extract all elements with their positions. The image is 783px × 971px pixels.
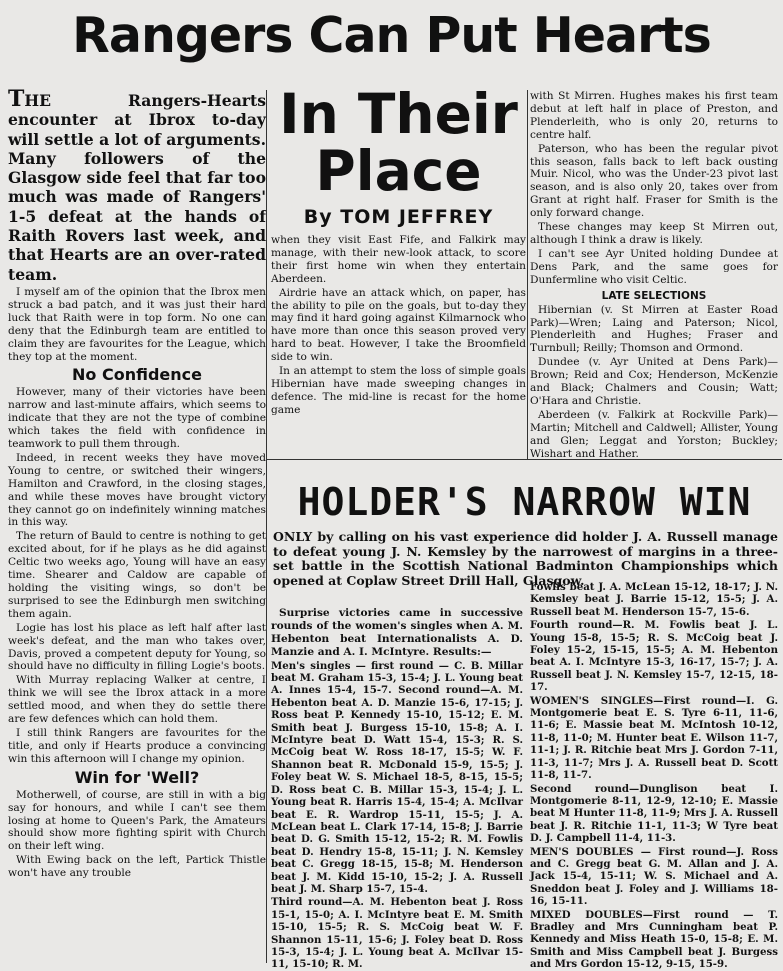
results-entry: MIXED DOUBLES—First round — T. Bradley and Mrs Cunningham beat P. Kennedy and Miss Heath 15-0, 15-8; E. M. Smith and Miss Campbell beat J. Burgess and Mrs Gordon 15-12, 9-15, 15-9. [530,908,778,971]
results-entry: Second round—Dunglison beat I. Montgomerie 8-11, 12-9, 12-10; E. Massie beat M Hunter 11-8, 11-9; Mrs J. A. Russell beat J. R. Ritchie 11-1, 11-3; W Tyre beat D. J. Campbell 11-4, 11-3. [530,782,778,845]
box-headline: HOLDER'S NARROW WIN [297,480,752,524]
paragraph: However, many of their victories have been narrow and last-minute affairs, which seems to indicate that they are not the type of combine which takes the field with confidence in teamwork to pull them through. [8,386,266,451]
column-2 [271,82,526,458]
selection-entry: Dundee (v. Ayr United at Dens Park)—Brown; Reid and Cox; Henderson, McKenzie and Black; Chalmers and Cousin; Watt; O'Hara and Christie. [530,356,778,407]
badminton-article-box [266,459,782,971]
selection-entry: Hibernian (v. St Mirren at Easter Road Park)—Wren; Laing and Paterson; Nicol, Plenderleith and Hughes; Fraser and Turnbull; Reilly; Thomson and Ormond. [530,303,778,355]
column-divider [527,90,528,460]
paragraph: I can't see Ayr United holding Dundee at Dens Park, and the same goes for Dunfermline who visit Celtic. [530,247,778,286]
paragraph: Indeed, in recent weeks they have moved Young to centre, or switched their wingers, Hamilton and Crawford, in the closing stages, and while these moves have brought victory they cannot go on indefinitely winning matches in this way. [8,451,266,529]
paragraph: Logie has lost his place as left half after last week's defeat, and the man who takes over, Davis, proved a competent deputy for Young, so should have no difficulty in filling Logie's boots. [8,621,266,673]
paragraph: With Murray replacing Walker at centre, I think we will see the Ibrox attack in a more settled mood, and when they do settle there are few defences which can hold them. [8,674,266,726]
column-divider [266,90,267,460]
paragraph: Paterson, who has been the regular pivot this season, falls back to left back ousting Muir. Nicol, who was the Under-23 pivot last season, and is also only 20, takes over from Grant at right half. Fraser for Smith is the only forward change. [530,142,778,220]
late-selections-heading: LATE SELECTIONS [601,289,707,302]
subheading-win-for-well: Win for 'Well? [74,767,200,787]
results-column-left [271,607,523,971]
box-lead-paragraph: ONLY by calling on his vast experience did holder J. A. Russell manage to defeat young J. N. Kemsley by the narrowest of margins in a three-set battle in the Scottish National Badminton Championships which opened at Coplaw Street Drill Hall, Glasgow. [273,529,778,588]
paragraph: With Ewing back on the left, Partick Thistle won't have any trouble [8,854,266,880]
column-1 [8,86,266,962]
results-entry: Fowlis beat J. A. McLean 15-12, 18-17; J. N. Kemsley beat J. Barrie 15-12, 15-5; J. A. Russell beat M. Henderson 15-7, 15-6. [530,581,778,618]
results-entry: Third round—A. M. Hebenton beat J. Ross 15-1, 15-0; A. I. McIntyre beat E. M. Smith 15-10, 15-5; R. S. McCoig beat W. F. Shannon 15-11, 15-6; J. Foley beat D. Ross 15-3, 15-4; J. L. Young beat A. McIlvar 15-11, 15-10; R. M. [271,896,523,971]
paragraph: when they visit East Fife, and Falkirk may manage, with their new-look attack, to score their first home win when they entertain Aberdeen. [271,234,526,285]
paragraph: Airdrie have an attack which, on paper, has the ability to pile on the goals, but to-day they may find it hard going against Kilmarnock who have more than once this season proved very hard to beat. However, I take the Broomfield side to win. [271,286,526,364]
column-3 [530,90,778,458]
results-entry: MEN'S DOUBLES — First round—J. Ross and C. Gregg beat G. M. Allan and J. A. Jack 15-4, 15-11; W. S. Michael and A. Sneddon beat J. Foley and J. Williams 18-16, 15-11. [530,845,778,908]
results-entry: Fourth round—R. M. Fowlis beat J. L. Young 15-8, 15-5; R. S. McCoig beat J. Foley 15-2, 15-15, 15-5; A. M. Hebenton beat A. I. McIntyre 15-3, 16-17, 15-7; J. A. Russell beat J. N. Kemsley 15-7, 12-15, 18-17. [530,619,778,694]
paragraph: These changes may keep St Mirren out, although I think a draw is likely. [530,221,778,246]
byline: By TOM JEFFREY [303,206,494,228]
paragraph: Surprise victories came in successive rounds of the women's singles when A. M. Hebenton beat Internationalists A. D. Manzie and A. I. McIntyre. Results:— [271,607,523,658]
paragraph: The return of Bauld to centre is nothing to get excited about, for if he plays as he did against Celtic two weeks ago, Young will have an easy time. Shearer and Caldow are capable of holding the visiting wings, so don't be surprised to see the Edinburgh men switching them again. [8,530,266,620]
results-column-right [530,581,778,971]
subheading-no-confidence: No Confidence [72,365,202,385]
results-entry: Men's singles — first round — C. B. Millar beat M. Graham 15-3, 15-4; J. L. Young beat A. Innes 15-4, 15-7. Second round—A. M. Hebenton beat A. D. Manzie 15-6, 17-15; J. Ross beat P. Kennedy 15-10, 15-12; E. M. Smith beat J. Burgess 15-10, 15-8; A. I. McIntyre beat D. Watt 15-4, 15-3; R. S. McCoig beat W. Ross 18-17, 15-5; W. F. Shannon beat R. McDonald 15-9, 15-5; J. Foley beat W. S. Michael 18-5, 8-15, 15-5; D. Ross beat C. B. Millar 15-3, 15-4; J. L. Young beat R. Harris 15-4, 15-4; A. McIlvar beat E. R. Wardrop 15-11, 15-5; J. A. McLean beat L. Clark 17-14, 15-8; J. Barrie beat D. G. Smith 15-12, 15-2; R. M. Fowlis beat D. Hendry 15-8, 15-11; J. N. Kemsley beat C. Gregg 18-15, 15-8; M. Henderson beat J. M. Kidd 15-10, 15-2; J. A. Russell beat J. M. Sharp 15-7, 15-4. [271,659,523,895]
drop-cap: T [8,86,25,112]
paragraph: In an attempt to stem the loss of simple goals Hibernian have made sweeping changes in defence. The mid-line is recast for the home game [271,365,526,416]
paragraph: I myself am of the opinion that the Ibrox men struck a bad patch, and it was just their hard luck that Raith were in top form. No one can deny that the Edinburgh team are entitled to claim they are favourites for the League, which they top at the moment. [8,285,266,363]
subtitle-line-2: Place [315,139,482,203]
subtitle-line-1: In Their [279,82,518,146]
lead-text: HE Rangers-Hearts encounter at Ibrox to-day will settle a lot of arguments. Many followers of the Glasgow side feel that far too much was made of Rangers' 1-5 defeat at the hands of Raith Rovers last week, and that Hearts are an over-rated team. [8,91,266,284]
paragraph: Motherwell, of course, are still in with a big say for honours, and while I can't see them losing at home to Queen's Park, the Amateurs should show more fighting spirit with Church on their left wing. [8,788,266,853]
main-headline: Rangers Can Put Hearts [72,7,711,64]
selection-entry: Aberdeen (v. Falkirk at Rockville Park)—Martin; Mitchell and Caldwell; Allister, Young and Glen; Leggat and Yorston; Buckley; Wishart and Hather. [530,408,778,460]
lead-paragraph [8,86,266,284]
paragraph: I still think Rangers are favourites for the title, and only if Hearts produce a convincing win this afternoon will I change my opinion. [8,726,266,765]
results-entry: WOMEN'S SINGLES—First round—I. G. Montgomerie beat E. S. Tyre 6-11, 11-6, 11-6; E. Massie beat M. McIntosh 10-12, 11-8, 11-0; M. Hunter beat E. Wilson 11-7, 11-1; J. R. Ritchie beat Mrs J. Gordon 7-11, 11-3, 11-7; Mrs J. A. Russell beat D. Scott 11-8, 11-7. [530,694,778,782]
paragraph: with St Mirren. Hughes makes his first team debut at left half in place of Preston, and Plenderleith, who is only 20, returns to centre half. [530,90,778,141]
